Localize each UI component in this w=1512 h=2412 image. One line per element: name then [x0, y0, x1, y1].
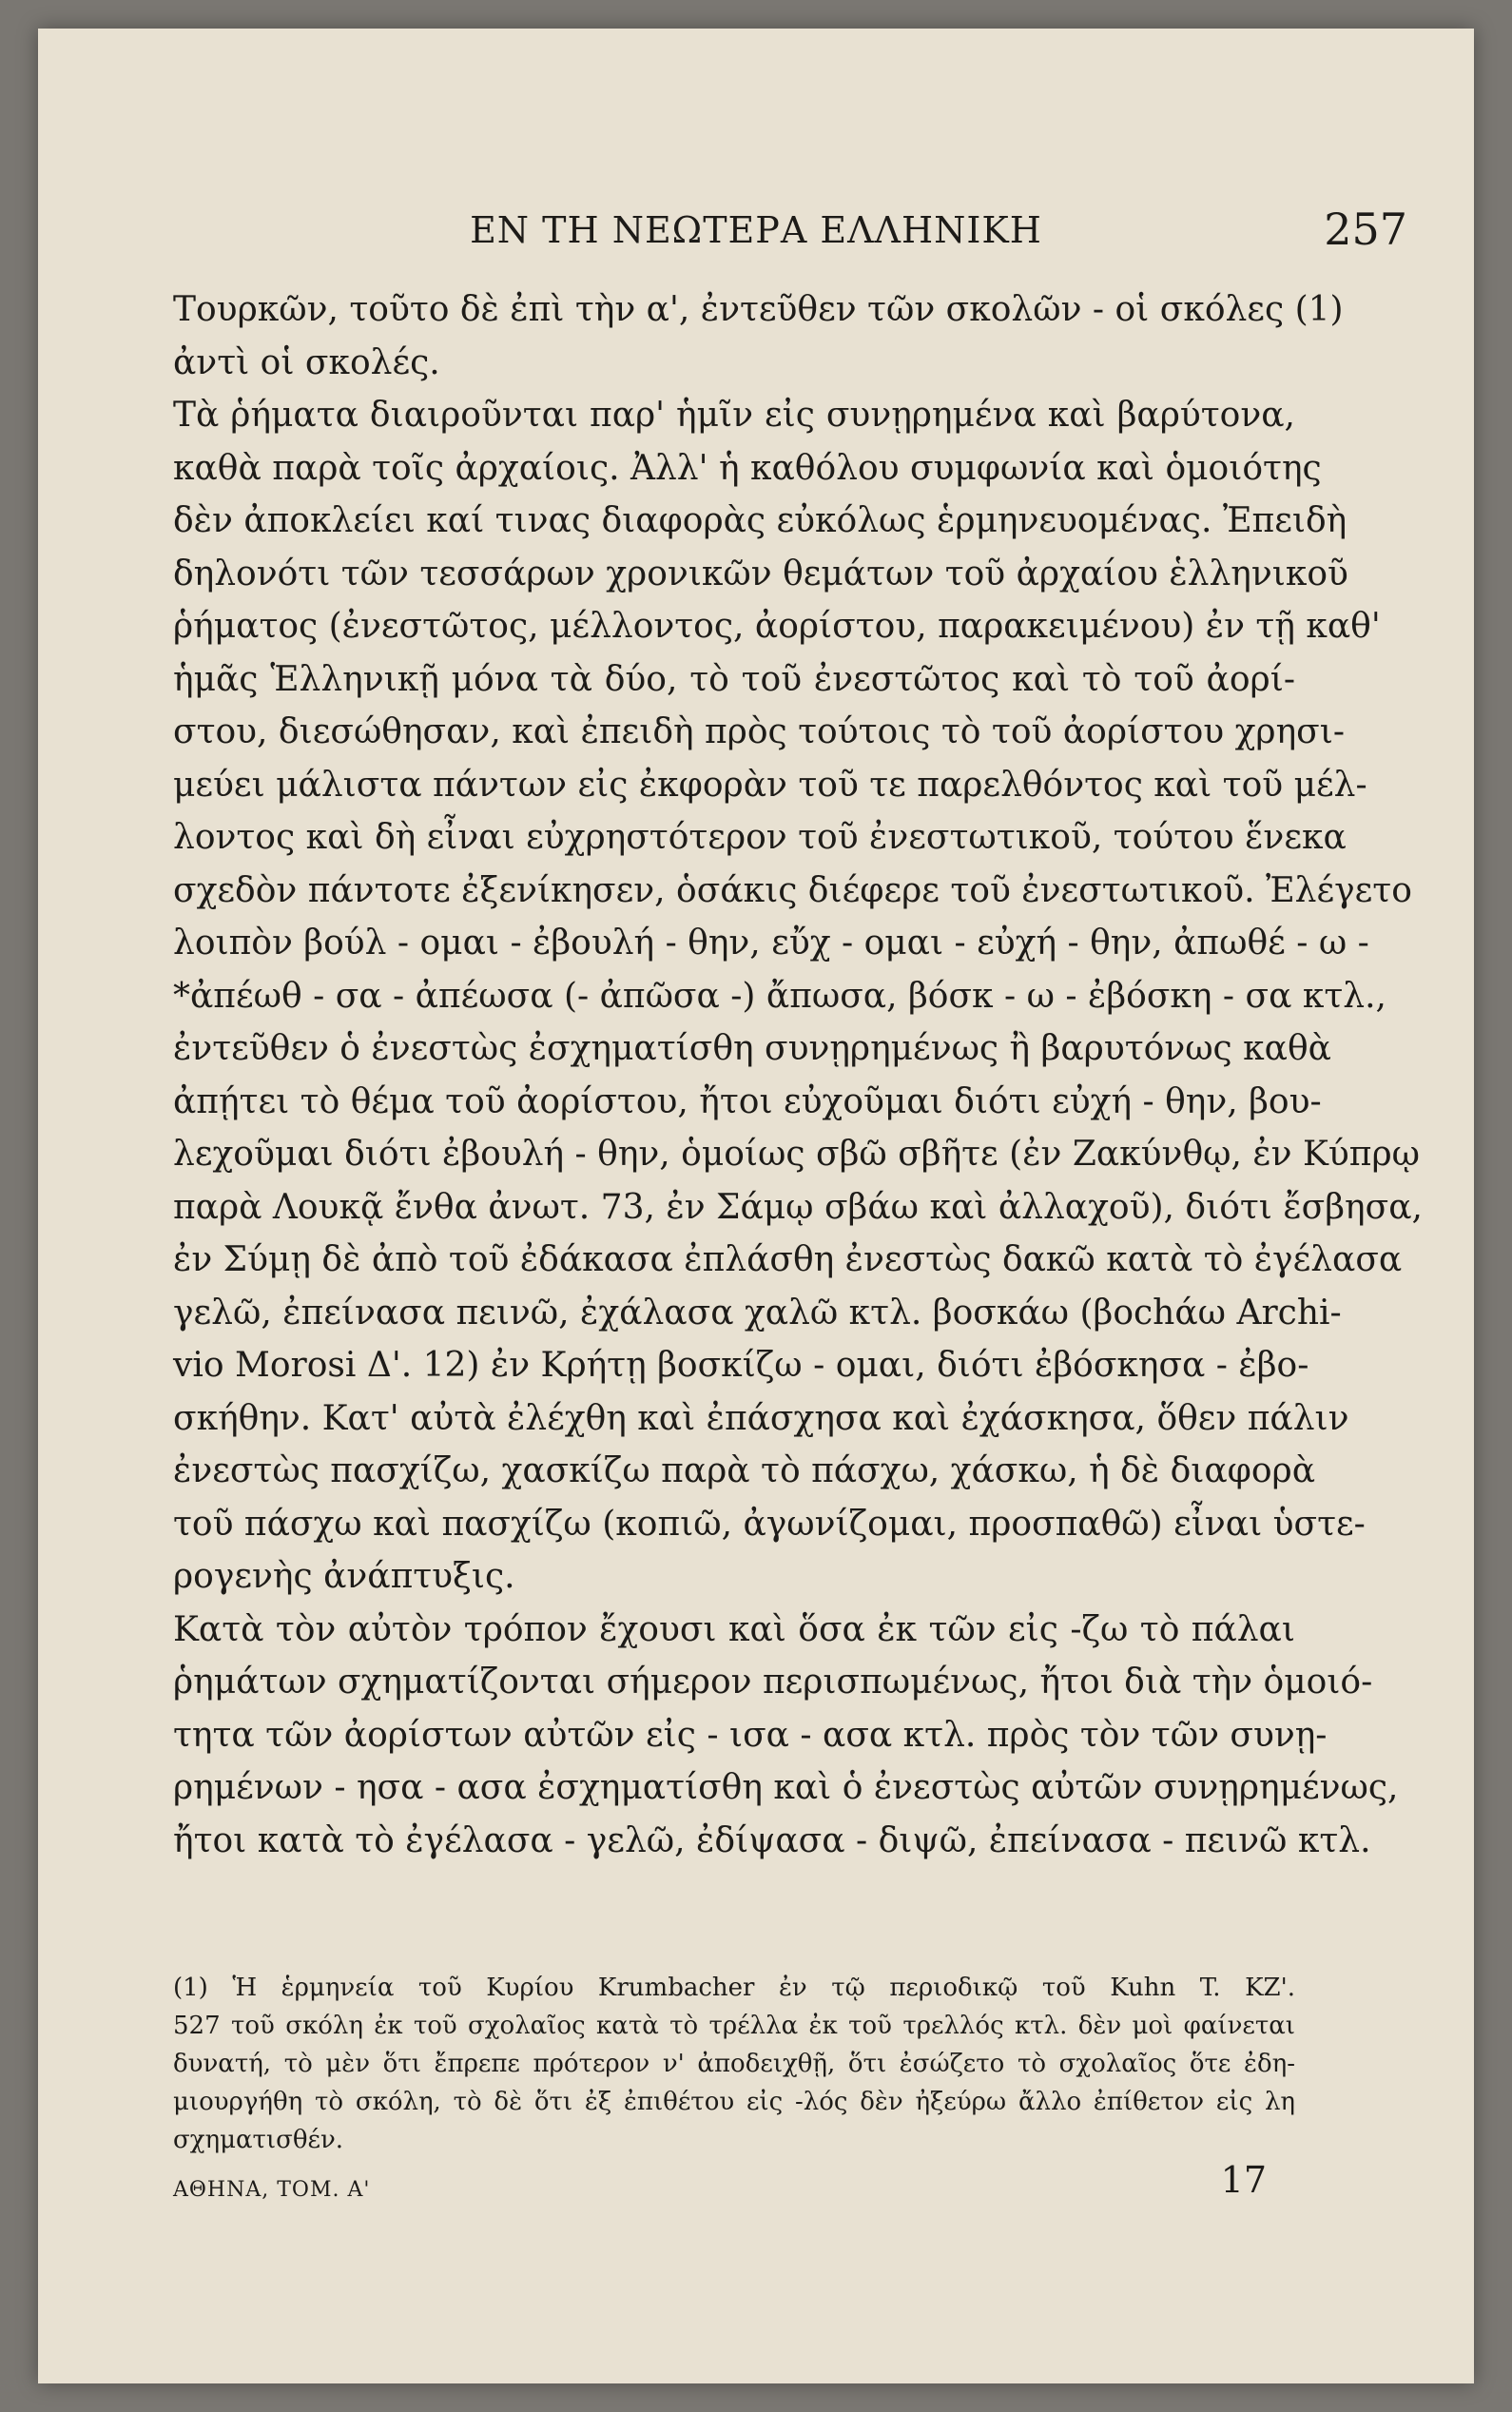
- text-line: τητα τῶν ἀορίστων αὐτῶν εἰς - ισα - ασα κτλ. πρὸς τὸν τῶν συνῃ-: [173, 1715, 1328, 1755]
- text-line: ῥημάτων σχηματίζονται σήμερον περισπωμένως, ἤτοι διὰ τὴν ὁμοιό-: [173, 1663, 1373, 1702]
- text-line: στου, διεσώθησαν, καὶ ἐπειδὴ πρὸς τούτοις τὸ τοῦ ἀορίστου χρησι-: [173, 712, 1345, 751]
- text-line: ἐντεῦθεν ὁ ἐνεστὼς ἐσχηματίσθη συνῃρημένως ἢ βαρυτόνως καθὰ: [173, 1029, 1331, 1068]
- footnote-line: σχηματισθέν.: [173, 2126, 344, 2154]
- main-text: [173, 283, 1423, 1867]
- text-line: *ἀπέωθ - σα - ἀπέωσα (- ἀπῶσα -) ἄπωσα, βόσκ - ω - ἐβόσκη - σα κτλ.,: [173, 976, 1386, 1016]
- text-line: δὲν ἀποκλείει καί τινας διαφορὰς εὐκόλως ἑρμηνευομένας. Ἐπειδὴ: [173, 501, 1347, 540]
- text-line: λοιπὸν βούλ - ομαι - ἐβουλή - θην, εὔχ - ομαι - εὐχή - θην, ἀπωθέ - ω -: [173, 924, 1369, 963]
- text-line: καθὰ παρὰ τοῖς ἀρχαίοις. Ἀλλ' ἡ καθόλου συμφωνία καὶ ὁμοιότης: [173, 448, 1322, 488]
- printer-signature: ΑΘΗΝΑ, ΤΟΜ. Α': [173, 2178, 371, 2202]
- text-line: ρογενὴς ἀνάπτυξις.: [173, 1557, 515, 1596]
- text-line: σκήθην. Κατ' αὐτὰ ἐλέχθη καὶ ἐπάσχησα καὶ ἐχάσκησα, ὅθεν πάλιν: [173, 1398, 1349, 1438]
- text-line: Κατὰ τὸν αὐτὸν τρόπον ἔχουσι καὶ ὅσα ἐκ τῶν εἰς -ζω τὸ πάλαι: [173, 1609, 1295, 1649]
- footnote-line: μιουργήθη τὸ σκόλη, τὸ δὲ ὅτι ἐξ ἐπιθέτου εἰς -λός δὲν ἠξεύρω ἄλλο ἐπίθετον εἰς λη: [173, 2088, 1295, 2116]
- sheet-number: 17: [1220, 2159, 1267, 2201]
- text-line: ἡμᾶς Ἑλληνικῇ μόνα τὰ δύο, τὸ τοῦ ἐνεστῶτος καὶ τὸ τοῦ ἀορί-: [173, 659, 1295, 699]
- text-line: λεχοῦμαι διότι ἐβουλή - θην, ὁμοίως σβῶ σβῆτε (ἐν Ζακύνθῳ, ἐν Κύπρῳ: [173, 1135, 1420, 1174]
- text-line: δηλονότι τῶν τεσσάρων χρονικῶν θεμάτων τοῦ ἀρχαίου ἑλληνικοῦ: [173, 554, 1348, 593]
- text-line: σχεδὸν πάντοτε ἐξενίκησεν, ὁσάκις διέφερε τοῦ ἐνεστωτικοῦ. Ἐλέγετο: [173, 870, 1412, 910]
- text-line: παρὰ Λουκᾷ ἔνθα ἀνωτ. 73, ἐν Σάμῳ σβάω καὶ ἀλλαχοῦ), διότι ἔσβησα,: [173, 1187, 1423, 1227]
- text-line: ρημένων - ησα - ασα ἐσχηματίσθη καὶ ὁ ἐνεστὼς αὐτῶν συνῃρημένως,: [173, 1768, 1399, 1807]
- text-line: Τουρκῶν, τοῦτο δὲ ἐπὶ τὴν α', ἐντεῦθεν τῶν σκολῶν - οἱ σκόλες (1): [173, 290, 1344, 329]
- text-line: μεύει μάλιστα πάντων εἰς ἐκφορὰν τοῦ τε παρελθόντος καὶ τοῦ μέλ-: [173, 765, 1367, 805]
- footnote-line: δυνατή, τὸ μὲν ὅτι ἔπρεπε πρότερον ν' ἀποδειχθῇ, ὅτι ἐσώζετο τὸ σχολαῖος ὅτε ἐδη-: [173, 2050, 1295, 2078]
- page-footer: [173, 2159, 1295, 2216]
- footnotes: [173, 1969, 1295, 2159]
- text-line: Τὰ ῥήματα διαιροῦνται παρ' ἡμῖν εἰς συνῃρημένα καὶ βαρύτονα,: [173, 396, 1295, 435]
- text-line: ἀπῄτει τὸ θέμα τοῦ ἀορίστου, ἤτοι εὐχοῦμαι διότι εὐχή - θην, βου-: [173, 1081, 1322, 1121]
- text-line: ἤτοι κατὰ τὸ ἐγέλασα - γελῶ, ἐδίψασα - διψῶ, ἐπείνασα - πεινῶ κτλ.: [173, 1820, 1371, 1860]
- text-line: λοντος καὶ δὴ εἶναι εὐχρηστότερον τοῦ ἐνεστωτικοῦ, τούτου ἕνεκα: [173, 818, 1347, 857]
- text-line: ἐνεστὼς πασχίζω, χασκίζω παρὰ τὸ πάσχω, χάσκω, ἡ δὲ διαφορὰ: [173, 1451, 1316, 1490]
- text-line: vio Morosi Δ'. 12) ἐν Κρήτῃ βοσκίζω - ομαι, διότι ἐβόσκησα - ἐβο-: [173, 1346, 1309, 1385]
- running-head: ΕΝ ΤΗ ΝΕΩΤΕΡΑ ΕΛΛΗΝΙΚΗ: [470, 209, 1042, 251]
- book-page: [38, 29, 1474, 2383]
- footnote-line: 527 τοῦ σκόλη ἐκ τοῦ σχολαῖος κατὰ τὸ τρέλλα ἐκ τοῦ τρελλός κτλ. δὲν μοὶ φαίνεται: [173, 2012, 1295, 2040]
- page-number: 257: [1324, 204, 1407, 255]
- page-header: [38, 204, 1474, 266]
- text-line: γελῶ, ἐπείνασα πεινῶ, ἐχάλασα χαλῶ κτλ. βοσκάω (βochάω Archi-: [173, 1293, 1342, 1332]
- text-line: τοῦ πάσχω καὶ πασχίζω (κοπιῶ, ἀγωνίζομαι, προσπαθῶ) εἶναι ὑστε-: [173, 1504, 1366, 1544]
- text-line: ἀντὶ οἱ σκολές.: [173, 342, 440, 382]
- footnote-line: (1) Ἡ ἑρμηνεία τοῦ Κυρίου Krumbacher ἐν τῷ περιοδικῷ τοῦ Kuhn T. KZ'.: [173, 1974, 1295, 2002]
- text-line: ἐν Σύμῃ δὲ ἀπὸ τοῦ ἐδάκασα ἐπλάσθη ἐνεστὼς δακῶ κατὰ τὸ ἐγέλασα: [173, 1240, 1403, 1279]
- text-line: ῥήματος (ἐνεστῶτος, μέλλοντος, ἀορίστου, παρακειμένου) ἐν τῇ καθ': [173, 607, 1381, 646]
